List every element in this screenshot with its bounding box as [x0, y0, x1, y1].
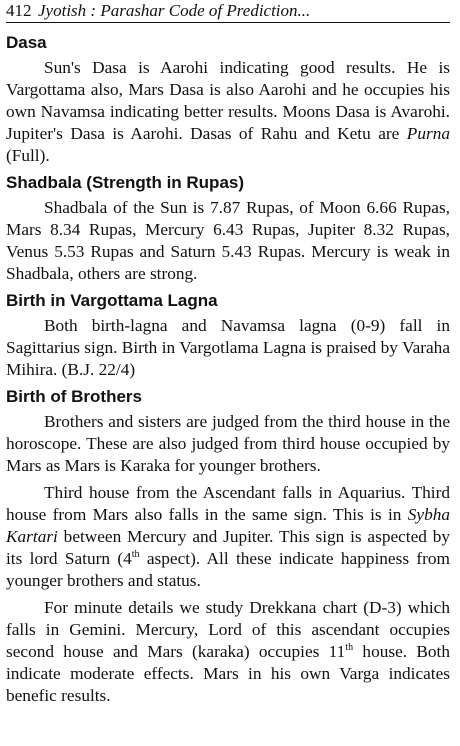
section-heading-shadbala: Shadbala (Strength in Rupas) [6, 173, 245, 192]
section-heading-brothers: Birth of Brothers [6, 387, 142, 406]
paragraph: For minute details we study Drekkana chart (D-3) which falls in Gemini. Mercury, Lord of this ascendant occupies second house and Mars (karaka) occupies 11th house. Both indicate moderate effects. Mars in his own Varga indicates benefic results. [6, 598, 450, 705]
paragraph: Sun's Dasa is Aarohi indicating good results. He is Vargottama also, Mars Dasa is also Aarohi and he occupies his own Navamsa indicating better results. Moons Dasa is Avarohi. Jupiter's Dasa is Aarohi. Dasas of Rahu and Ketu are Purna (Full). [6, 58, 450, 165]
page-header [6, 0, 450, 23]
paragraph: Third house from the Ascendant falls in Aquarius. Third house from Mars also falls in the same sign. This is in Sybha Kartari between Mercury and Jupiter. This sign is aspected by its lord Saturn (4th aspect). All these indicate happiness from younger brothers and status. [6, 483, 450, 590]
section-heading-dasa: Dasa [6, 33, 47, 52]
page-number: 412 [6, 1, 32, 20]
paragraph: Both birth-lagna and Navamsa lagna (0-9) fall in Sagittarius sign. Birth in Vargotlama Lagna is praised by Varaha Mihira. (B.J. 22/4) [6, 316, 450, 379]
paragraph: Brothers and sisters are judged from the third house in the horoscope. These are also judged from third house occupied by Mars as Mars is Karaka for younger brothers. [6, 412, 450, 475]
paragraph: Shadbala of the Sun is 7.87 Rupas, of Moon 6.66 Rupas, Mars 8.34 Rupas, Mercury 6.43 Rupas, Jupiter 8.32 Rupas, Venus 5.53 Rupas and Saturn 5.43 Rupas. Mercury is weak in Shadbala, others are strong. [6, 198, 450, 283]
running-title: Jyotish : Parashar Code of Prediction... [38, 1, 311, 20]
section-heading-vargottama: Birth in Vargottama Lagna [6, 291, 218, 310]
